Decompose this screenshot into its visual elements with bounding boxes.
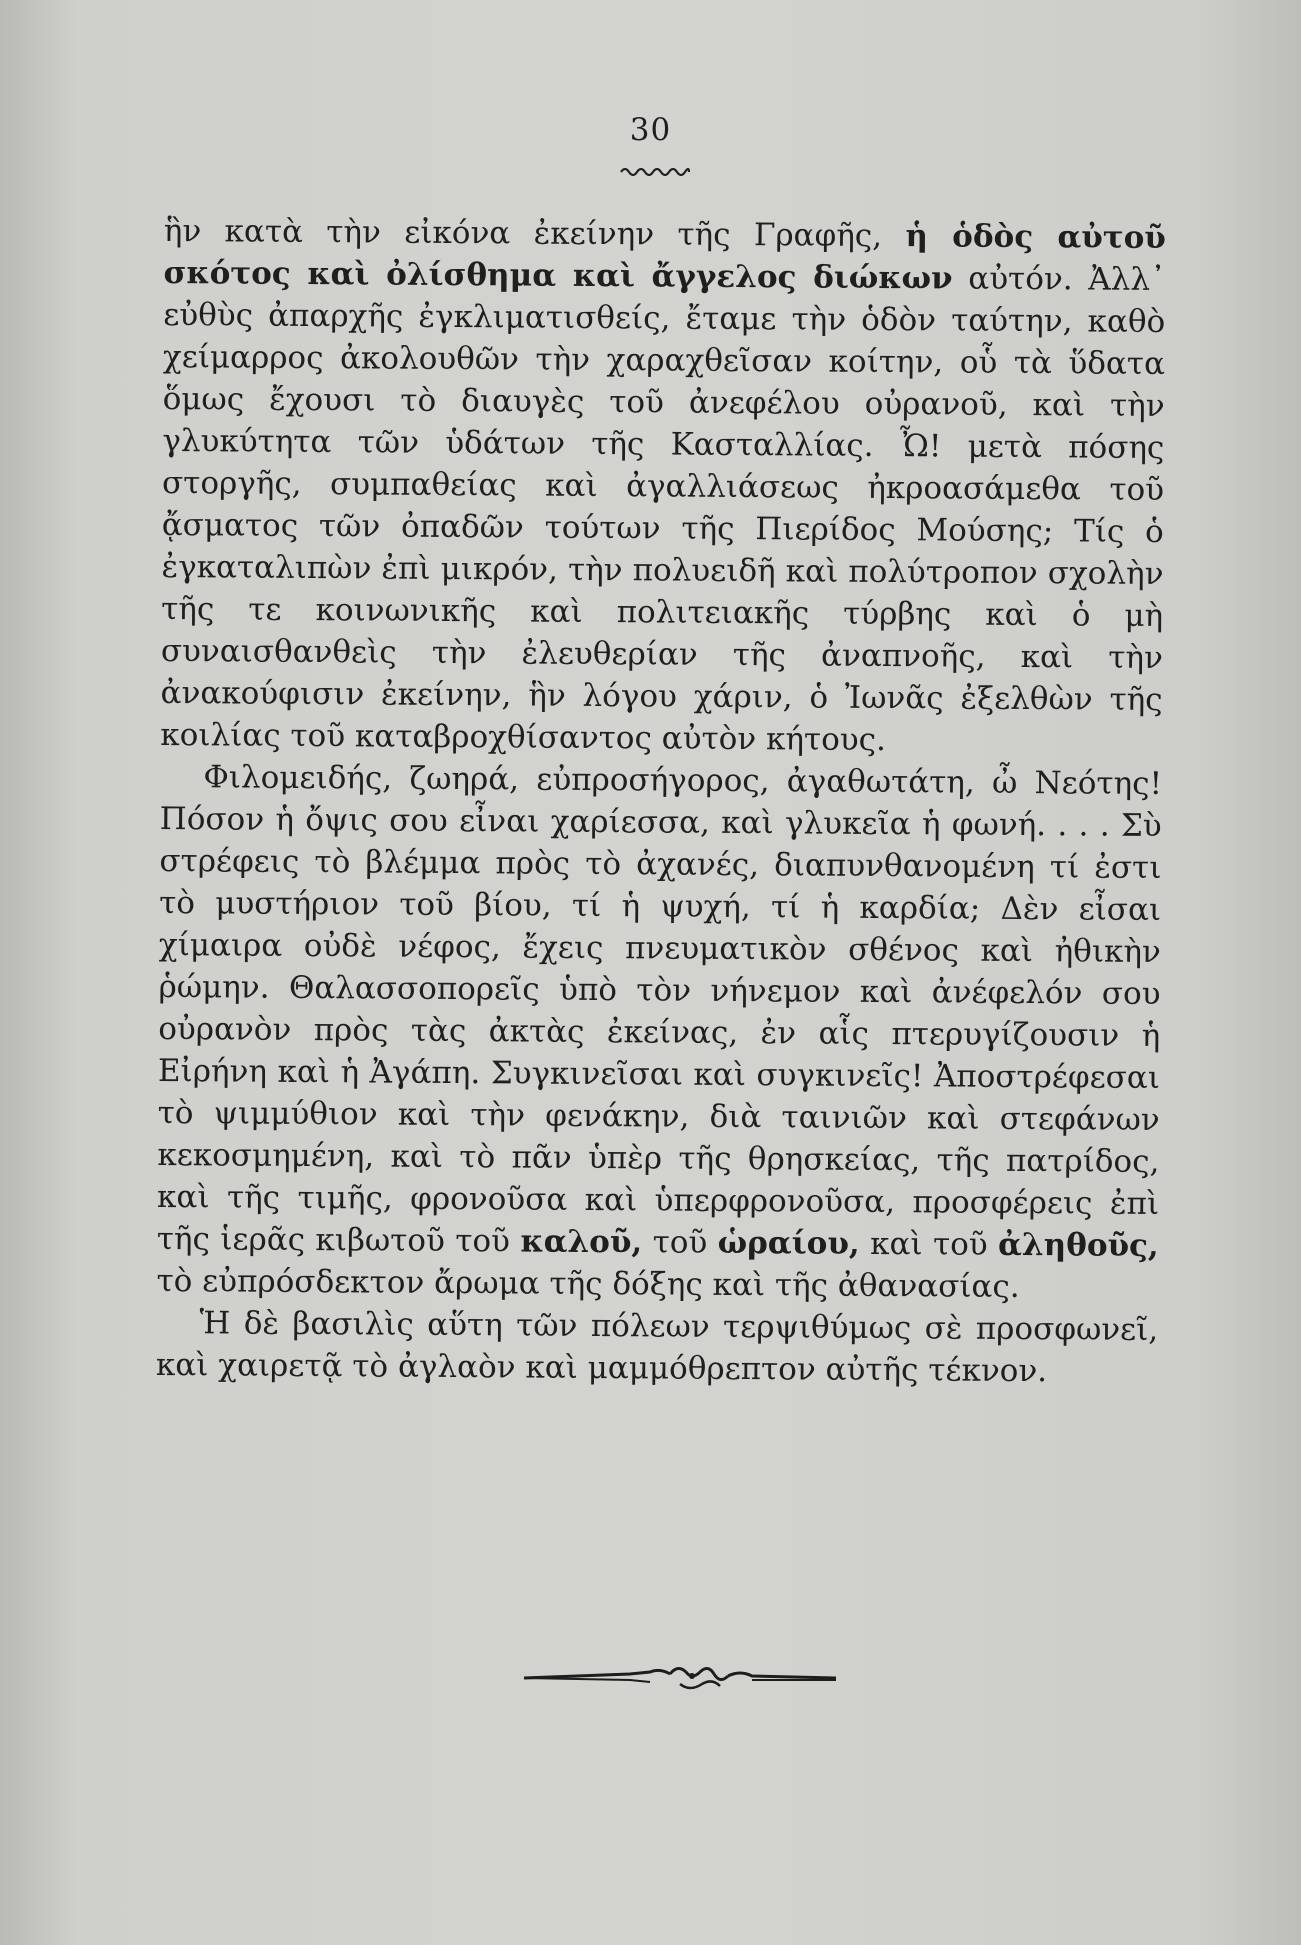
text-run: Φιλομειδής, ζωηρά, εὐπροσήγορος, ἀγαθωτάτη, ὦ Νεότης! Πόσον ἡ ὄψις σου εἶναι χαρίεσσα, καὶ γλυκεῖα ἡ φωνή. . . . Σὺ στρέφεις τὸ βλέμμα πρὸς τὸ ἀχανές, διαπυνθανομένη τί ἐστι τὸ μυστήριον τοῦ βίου, τί ἡ ψυχή, τί ἡ καρδία; Δὲν εἶσαι χίμαιρα οὐδὲ νέφος, ἔχεις πνευματικὸν σθένος καὶ ἠθικὴν ῥώμην. Θαλασσοπορεῖς ὑπὸ τὸν νήνεμον καὶ ἀνέφελόν σου οὐρανὸν πρὸς τὰς ἀκτὰς ἐκείνας, ἐν αἷς πτερυγίζουσιν ἡ Εἰρήνη καὶ ἡ Ἀγάπη. Συγκινεῖσαι καὶ συγκινεῖς! Ἀποστρέφεσαι τὸ ψιμμύθιον καὶ τὴν φενάκην, διὰ ταινιῶν καὶ στεφάνων κεκοσμημένη, καὶ τὸ πᾶν ὑπὲρ τῆς θρησκείας, τῆς πατρίδος, καὶ τῆς τιμῆς, φρονοῦσα καὶ ὑπερφρονοῦσα, προσφέρεις ἐπὶ τῆς ἱερᾶς κιβωτοῦ τοῦ	[156, 759, 1163, 1260]
bold-text-run: ὡραίου,	[717, 1224, 860, 1262]
body-text	[156, 210, 1166, 1393]
page-number: 30	[629, 112, 672, 148]
paragraph	[156, 1302, 1159, 1393]
tailpiece-ornament	[520, 1658, 840, 1698]
text-run: τὸ εὐπρόσδεκτον ἄρωμα τῆς δόξης καὶ τῆς ἀθανασίας.	[156, 1262, 1020, 1305]
paragraph	[160, 210, 1166, 763]
bold-text-run: καλοῦ,	[520, 1223, 643, 1261]
text-run: Ἡ δὲ βασιλὶς αὕτη τῶν πόλεων τερψιθύμως σὲ προσφωνεῖ, καὶ χαιρετᾷ τὸ ἀγλαὸν καὶ μαμμόθρεπτον αὐτῆς τέκνον.	[155, 1305, 1159, 1390]
bold-text-run: ἀληθοῦς,	[997, 1226, 1159, 1264]
wavy-ornament	[619, 165, 691, 179]
text-run: τοῦ	[642, 1224, 718, 1261]
text-run: καὶ τοῦ	[859, 1225, 999, 1263]
text-run: ἣν κατὰ τὴν εἰκόνα ἐκείνην τῆς Γραφῆς,	[163, 212, 906, 255]
text-run: αὐτόν. Ἀλλ᾽ εὐθὺς ἀπαρχῆς ἐγκλιματισθείς, ἔταμε τὴν ὁδὸν ταύτην, καθὸ χείμαρρος ἀκολουθῶν τὴν χαραχθεῖσαν κοίτην, οὗ τὰ ὕδατα ὅμως ἔχουσι τὸ διαυγὲς τοῦ ἀνεφέλου οὐρανοῦ, καὶ τὴν γλυκύτητα τῶν ὑδάτων τῆς Κασταλλίας. Ὦ! μετὰ πόσης στοργῆς, συμπαθείας καὶ ἀγαλλιάσεως ἠκροασάμεθα τοῦ ᾄσματος τῶν ὀπαδῶν τούτων τῆς Πιερίδος Μούσης; Τίς ὁ ἐγκαταλιπὼν ἐπὶ μικρόν, τὴν πολυειδῆ καὶ πολύτροπον σχολὴν τῆς τε κοινωνικῆς καὶ πολιτειακῆς τύρβης καὶ ὁ μὴ συναισθανθεὶς τὴν ἐλευθερίαν τῆς ἀναπνοῆς, καὶ τὴν ἀνακούφισιν ἐκείνην, ἣν λόγου χάριν, ὁ Ἰωνᾶς ἐξελθὼν τῆς κοιλίας τοῦ καταβροχθίσαντος αὐτὸν κήτους.	[160, 260, 1166, 759]
paragraph	[156, 756, 1162, 1309]
bold-text-run: ἡ ὁδὸς αὐτοῦ σκότος καὶ ὀλίσθημα καὶ ἄγγελος διώκων	[163, 218, 1166, 297]
